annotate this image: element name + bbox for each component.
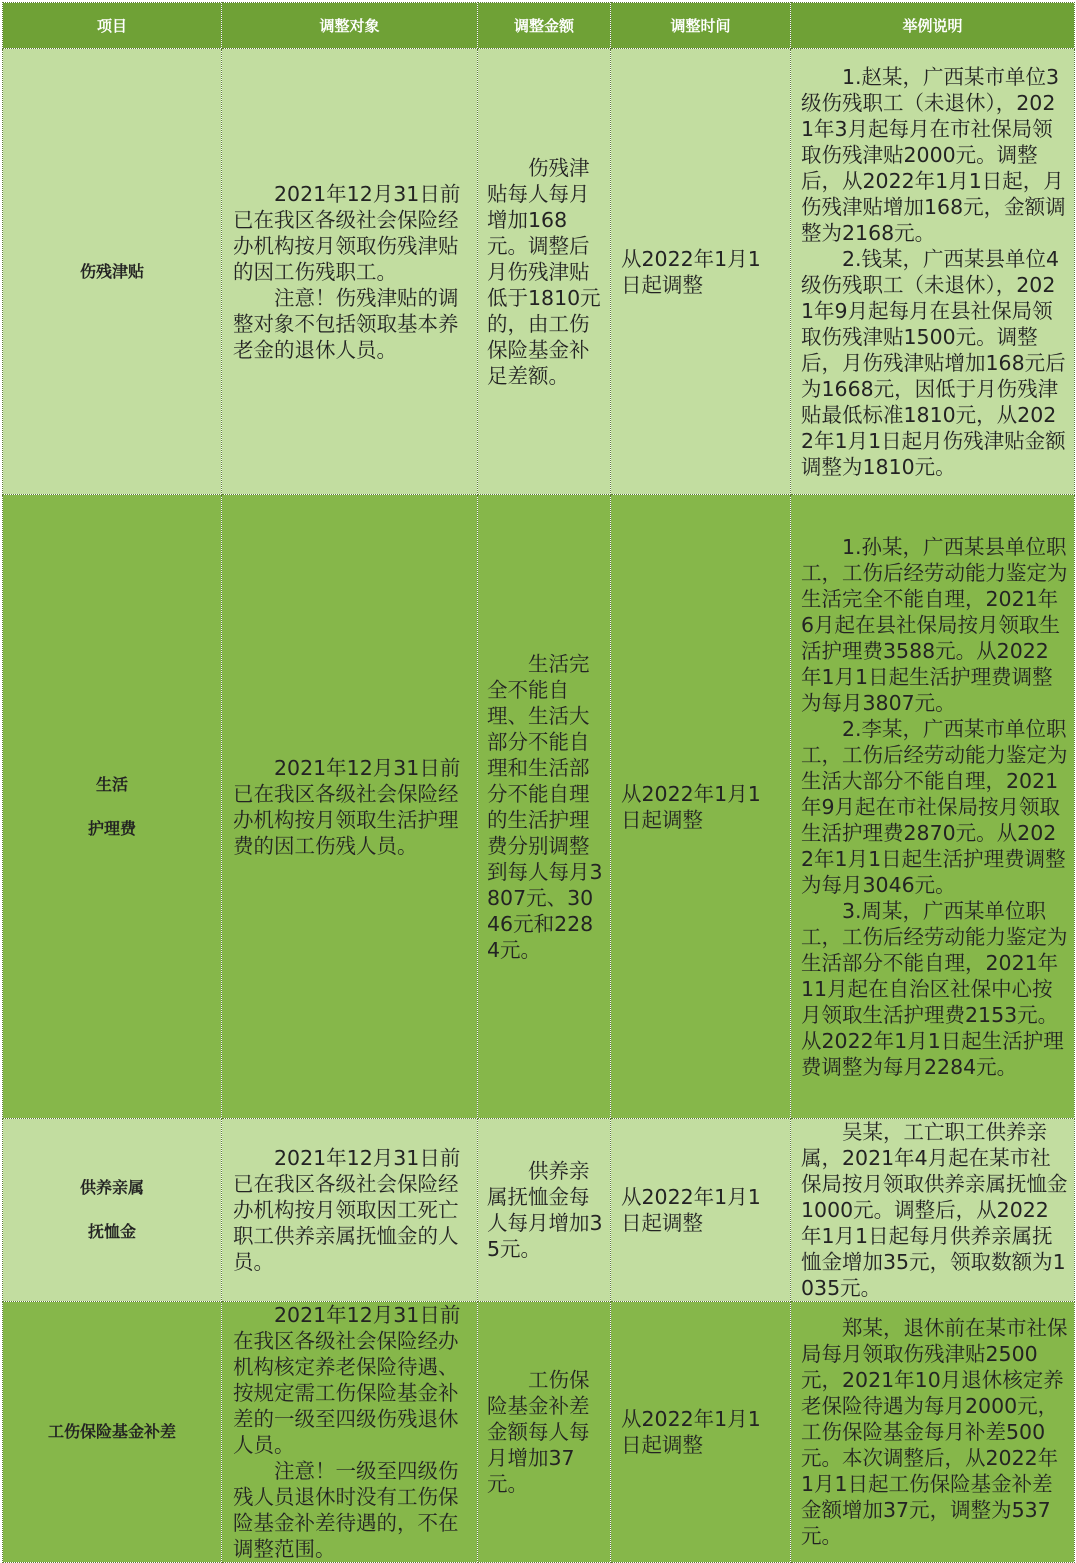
row-time-text: 从2022年1月1日起调整	[621, 781, 761, 832]
row-time-cell	[611, 49, 791, 495]
table-row	[3, 495, 1075, 1119]
row-item-cell	[3, 1119, 222, 1302]
header-item: 项目	[3, 3, 222, 49]
table-row	[3, 1119, 1075, 1302]
row-example-text: 郑某，退休前在某市社保局每月领取伤残津贴2500元，2021年10月退休核定养老保险待遇为每月2000元，工伤保险基金每月补差500元。本次调整后，从2022年1月1日起工伤保险基金补差金额增加37元，调整为537元。	[801, 1316, 1068, 1548]
row-example-text: 1.赵某，广西某市单位3级伤残职工（未退休），2021年3月起每月在市社保局领取伤残津贴2000元。调整后，从2022年1月1日起，月伤残津贴增加168元，金额调整为2168元。 2.钱某，广西某县单位4级伤残职工（未退休），2021年9月起每月在县社保局领取伤残津贴1500元。调整后，月伤残津贴增加168元后为1668元，因低于月伤残津贴最低标准1810元，从2022年1月1日起月伤残津贴金额调整为1810元。	[801, 64, 1066, 479]
row-item-cell	[3, 49, 222, 495]
header-time: 调整时间	[611, 3, 791, 49]
row-amount-text: 工伤保险基金补差金额每人每月增加37元。	[487, 1368, 590, 1496]
row-time-text: 从2022年1月1日起调整	[621, 246, 761, 297]
row-item-label: 伤残津贴	[79, 261, 144, 281]
row-time-text: 从2022年1月1日起调整	[621, 1407, 761, 1457]
row-amount-text: 生活完全不能自理、生活大部分不能自理和生活部分不能自理的生活护理费分别调整到每人每月3807元、3046元和2284元。	[487, 651, 603, 962]
row-time-text: 从2022年1月1日起调整	[621, 1185, 761, 1235]
row-example-cell	[791, 1119, 1075, 1302]
header-target: 调整对象	[222, 3, 478, 49]
row-target-cell	[222, 1302, 478, 1563]
header-row	[3, 3, 1075, 49]
row-amount-text: 伤残津贴每人每月增加168元。调整后月伤残津贴低于1810元的，由工伤保险基金补足差额。	[487, 155, 601, 388]
row-time-cell	[611, 1119, 791, 1302]
row-example-cell	[791, 495, 1075, 1119]
row-target-cell	[222, 495, 478, 1119]
row-target-cell	[222, 1119, 478, 1302]
table-row	[3, 49, 1075, 495]
row-target-text: 2021年12月31日前已在我区各级社会保险经办机构按月领取生活护理费的因工伤残人员。	[233, 755, 461, 858]
header-example: 举例说明	[791, 3, 1075, 49]
row-amount-cell	[478, 49, 611, 495]
row-item-label: 抚恤金	[87, 1222, 136, 1241]
row-target-text: 2021年12月31日前已在我区各级社会保险经办机构按月领取伤残津贴的因工伤残职工。 注意！伤残津贴的调整对象不包括领取基本养老金的退休人员。	[233, 181, 461, 362]
row-item-label: 工伤保险基金补差	[47, 1422, 176, 1441]
row-time-cell	[611, 495, 791, 1119]
row-target-cell	[222, 49, 478, 495]
row-target-text: 2021年12月31日前在我区各级社会保险经办机构核定养老保险待遇、按规定需工伤保险基金补差的一级至四级伤残退休人员。 注意！一级至四级伤残人员退休时没有工伤保险基金补差待遇的，不在调整范围。	[233, 1303, 461, 1561]
header-amount: 调整金额	[478, 3, 611, 49]
row-amount-cell	[478, 1302, 611, 1563]
row-example-text: 1.孙某，广西某县单位职工，工伤后经劳动能力鉴定为生活完全不能自理，2021年6月起在县社保局按月领取生活护理费3588元。从2022年1月1日起生活护理费调整为每月3807元。 2.李某，广西某市单位职工，工伤后经劳动能力鉴定为生活大部分不能自理，2021年9月起在市社保局按月领取生活护理费2870元。从2022年1月1日起生活护理费调整为每月3046元。 3.周某，广西某单位职工，工伤后经劳动能力鉴定为生活部分不能自理，2021年11月起在自治区社保中心按月领取生活护理费2153元。从2022年1月1日起生活护理费调整为每月2284元。	[801, 534, 1068, 1079]
row-item-label: 生活	[95, 774, 128, 794]
row-example-cell	[791, 1302, 1075, 1563]
row-time-cell	[611, 1302, 791, 1563]
row-example-cell	[791, 49, 1075, 495]
row-target-text: 2021年12月31日前已在我区各级社会保险经办机构按月领取因工死亡职工供养亲属抚恤金的人员。	[233, 1146, 461, 1274]
row-item-label: 供养亲属	[79, 1178, 144, 1197]
row-amount-cell	[478, 1119, 611, 1302]
adjustment-table	[2, 2, 1075, 1563]
row-amount-text: 供养亲属抚恤金每人每月增加35元。	[487, 1159, 603, 1261]
row-item-cell	[3, 1302, 222, 1563]
table-row	[3, 1302, 1075, 1563]
row-amount-cell	[478, 495, 611, 1119]
row-example-text: 吴某，工亡职工供养亲属，2021年4月起在某市社保局按月领取供养亲属抚恤金1000元。调整后，从2022年1月1日起每月供养亲属抚恤金增加35元，领取数额为1035元。	[801, 1120, 1068, 1300]
row-item-label: 护理费	[87, 818, 136, 838]
row-item-cell	[3, 495, 222, 1119]
